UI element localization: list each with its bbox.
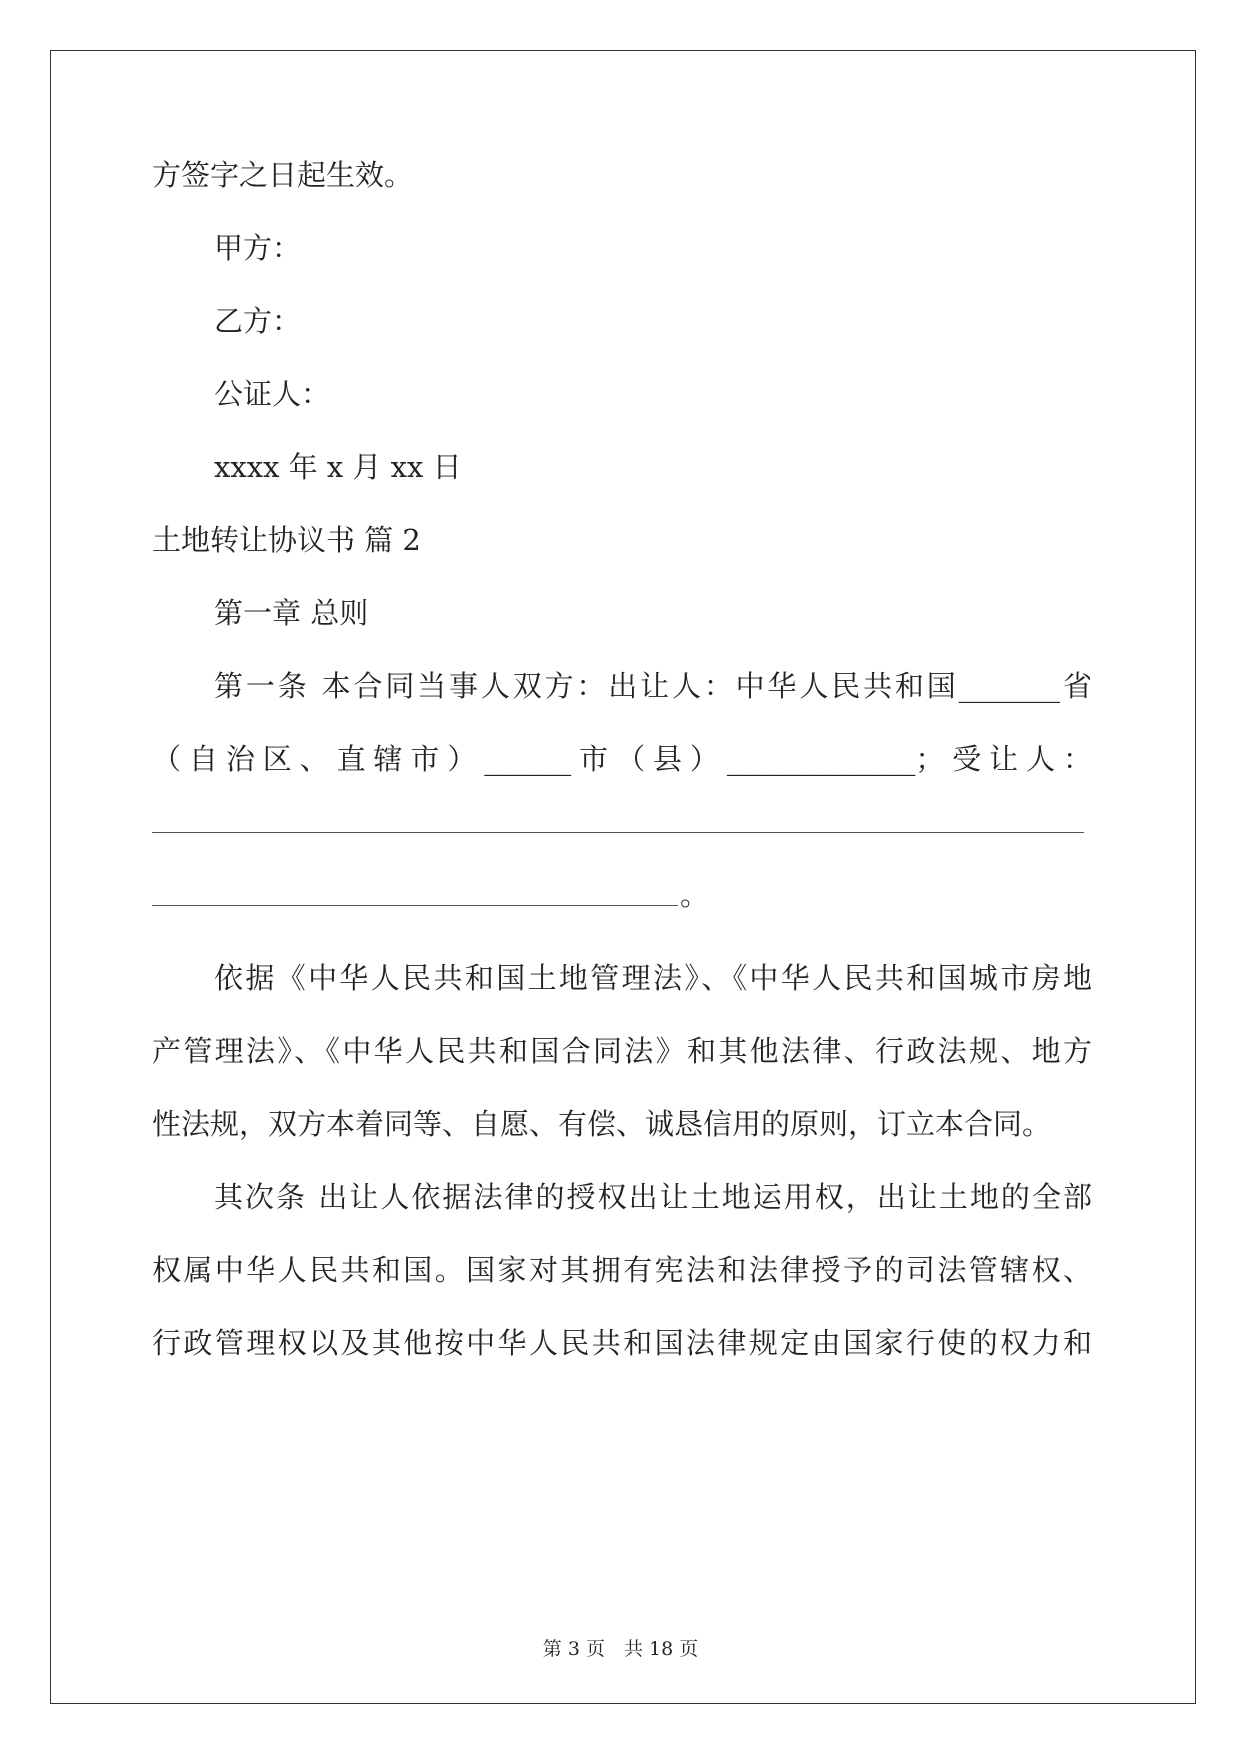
paragraph-line: 方签字之日起生效。 [152,158,414,192]
chapter-heading: 第一章 总则 [214,596,369,630]
section-title: 土地转让协议书 篇 2 [152,523,421,557]
paragraph-line: 权属中华人民共和国。国家对其拥有宪法和法律授予的司法管辖权、 [152,1253,1092,1287]
period-mark: 。 [680,878,710,912]
paragraph-line: 第一条 本合同当事人双方：出让人：中华人民共和国_______省 [214,669,1092,703]
party-b-label: 乙方： [214,304,302,338]
paragraph-line: 其次条 出让人依据法律的授权出让土地运用权，出让土地的全部 [214,1180,1092,1214]
blank-fill-line [152,793,1084,833]
paragraph-line: （自治区、直辖市）______市（县）_____________；受让人： [152,742,1092,776]
paragraph-line: 行政管理权以及其他按中华人民共和国法律规定由国家行使的权力和 [152,1326,1092,1360]
party-a-label: 甲方： [214,231,302,265]
paragraph-line: 依据《中华人民共和国土地管理法》、《中华人民共和国城市房地 [214,961,1092,995]
notary-label: 公证人： [214,377,331,411]
paragraph-line: 产管理法》、《中华人民共和国合同法》和其他法律、行政法规、地方 [152,1034,1092,1068]
date-line: xxxx 年 x 月 xx 日 [214,450,462,484]
blank-fill-line [152,866,678,906]
page-number: 第 3 页 共 18 页 [542,1638,699,1660]
paragraph-line: 性法规，双方本着同等、自愿、有偿、诚恳信用的原则，订立本合同。 [152,1107,1052,1141]
